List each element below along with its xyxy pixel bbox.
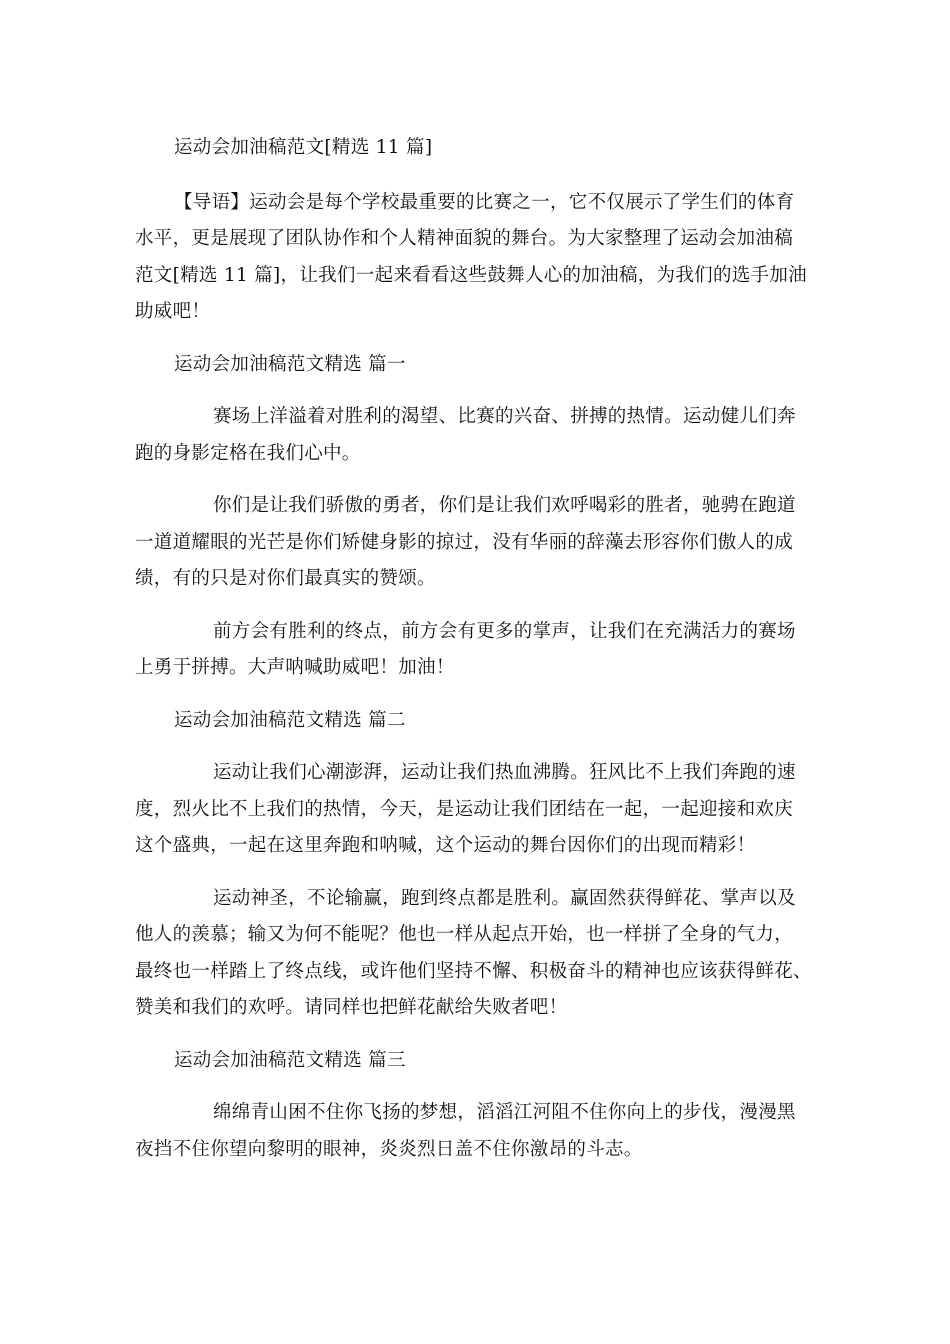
section-heading: 运动会加油稿范文精选 篇二 bbox=[174, 709, 406, 731]
paragraph-line: 前方会有胜利的终点，前方会有更多的掌声，让我们在充满活力的赛场 bbox=[213, 620, 796, 642]
paragraph-line: 赛场上洋溢着对胜利的渴望、比赛的兴奋、拼搏的热情。运动健儿们奔 bbox=[213, 406, 796, 427]
section-heading: 运动会加油稿范文精选 篇一 bbox=[174, 353, 406, 375]
paragraph-line: 赞美和我们的欢呼。请同样也把鲜花献给失败者吧！ bbox=[135, 997, 568, 1018]
body-paragraph bbox=[135, 614, 825, 687]
paragraph-line: 他人的羡慕；输又为何不能呢？他也一样从起点开始，也一样拼了全身的气力， bbox=[135, 924, 794, 945]
paragraph-line: 度，烈火比不上我们的热情，今天，是运动让我们团结在一起，一起迎接和欢庆 bbox=[135, 798, 794, 820]
paragraph-line: 上勇于拼搏。大声呐喊助威吧！加油！ bbox=[135, 657, 455, 678]
intro-line: 【导语】运动会是每个学校最重要的比赛之一，它不仅展示了学生们的体育 bbox=[174, 191, 795, 213]
body-paragraph bbox=[135, 1095, 825, 1168]
paragraph-line: 夜挡不住你望向黎明的眼神，炎炎烈日盖不住你激昂的斗志。 bbox=[135, 1138, 643, 1160]
paragraph-line: 运动神圣，不论输赢，跑到终点都是胜利。赢固然获得鲜花、掌声以及 bbox=[213, 887, 796, 909]
paragraph-line: 最终也一样踏上了终点线，或许他们坚持不懈、积极奋斗的精神也应该获得鲜花、 bbox=[135, 960, 812, 982]
document-body bbox=[135, 130, 825, 1184]
paragraph-line: 运动让我们心潮澎湃，运动让我们热血沸腾。狂风比不上我们奔跑的速 bbox=[213, 762, 796, 783]
paragraph-line: 绩，有的只是对你们最真实的赞颂。 bbox=[135, 568, 436, 589]
paragraph-line: 绵绵青山困不住你飞扬的梦想，滔滔江河阻不住你向上的步伐，漫漫黑 bbox=[213, 1102, 796, 1123]
body-paragraph bbox=[135, 755, 825, 865]
section-heading: 运动会加油稿范文精选 篇三 bbox=[174, 1049, 406, 1071]
paragraph-line: 你们是让我们骄傲的勇者，你们是让我们欢呼喝彩的胜者，驰骋在跑道 bbox=[213, 495, 796, 516]
paragraph-line: 一道道耀眼的光芒是你们矫健身影的掠过，没有华丽的辞藻去形容你们傲人的成 bbox=[135, 531, 794, 553]
body-paragraph bbox=[135, 488, 825, 598]
paragraph-line: 跑的身影定格在我们心中。 bbox=[135, 442, 361, 464]
intro-paragraph bbox=[135, 185, 825, 331]
body-paragraph bbox=[135, 399, 825, 472]
intro-line: 水平，更是展现了团队协作和个人精神面貌的舞台。为大家整理了运动会加油稿 bbox=[135, 228, 794, 249]
body-paragraph bbox=[135, 881, 825, 1027]
document-title: 运动会加油稿范文[精选 11 篇] bbox=[174, 137, 433, 158]
intro-line: 助威吧！ bbox=[135, 301, 211, 322]
paragraph-line: 这个盛典，一起在这里奔跑和呐喊，这个运动的舞台因你们的出现而精彩！ bbox=[135, 835, 756, 856]
intro-line: 范文[精选 11 篇]，让我们一起来看看这些鼓舞人心的加油稿，为我们的选手加油 bbox=[135, 264, 807, 286]
